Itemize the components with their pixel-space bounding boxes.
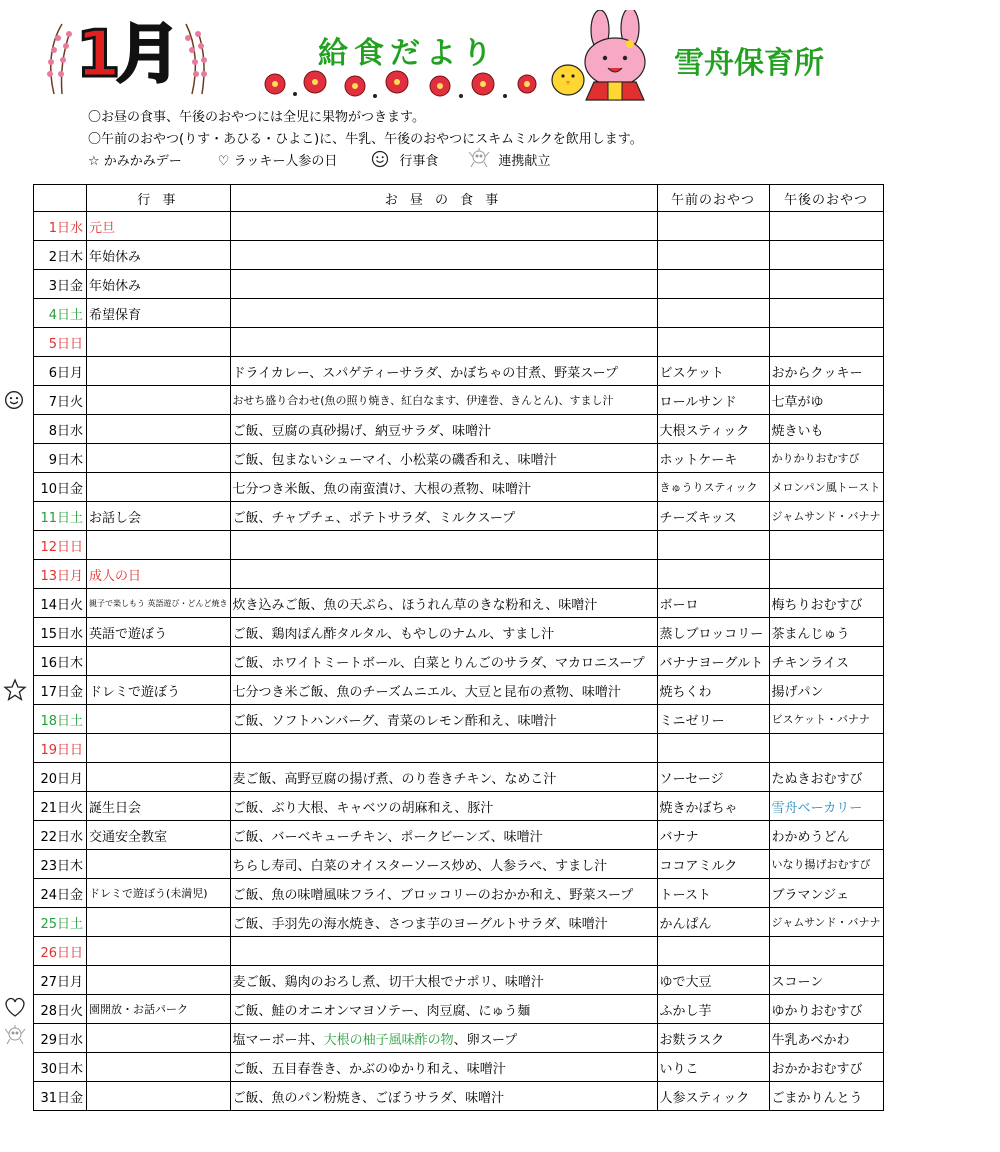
plum-blossom-decoration: [255, 64, 555, 104]
row-pm-snack: チキンライス: [769, 647, 883, 676]
row-pm-snack: 雪舟ベーカリー: [769, 792, 883, 821]
row-lunch: ご飯、魚のパン粉焼き、ごぼうサラダ、味噌汁: [230, 1082, 657, 1111]
row-date: 19日日: [34, 734, 87, 763]
legend-event-meal: 行事食: [399, 153, 439, 169]
row-lunch: ちらし寿司、白菜のオイスターソース炒め、人参ラペ、すまし汁: [230, 850, 657, 879]
row-lunch: [230, 937, 657, 966]
month-label: 1月: [76, 18, 177, 92]
table-row: [34, 734, 884, 763]
row-pm-snack: 梅ちりおむすび: [769, 589, 883, 618]
row-pm-snack: かりかりおむすび: [769, 444, 883, 473]
table-row: [34, 792, 884, 821]
row-pm-snack: [769, 734, 883, 763]
row-pm-snack: ごまかりんとう: [769, 1082, 883, 1111]
row-date: 6日月: [34, 357, 87, 386]
table-row: [34, 241, 884, 270]
table-row: [34, 647, 884, 676]
row-pm-snack: 茶まんじゅう: [769, 618, 883, 647]
table-row: [34, 705, 884, 734]
menu-table: [33, 184, 884, 1111]
row-pm-snack: ゆかりおむすび: [769, 995, 883, 1024]
row-lunch: [230, 241, 657, 270]
row-am-snack: 大根スティック: [657, 415, 769, 444]
row-am-snack: [657, 299, 769, 328]
row-date: 18日土: [34, 705, 87, 734]
row-pm-snack: [769, 328, 883, 357]
row-pm-snack: いなり揚げおむすび: [769, 850, 883, 879]
row-event: [87, 386, 231, 415]
row-pm-snack: メロンパン風トースト: [769, 473, 883, 502]
row-event: [87, 763, 231, 792]
row-lunch: ご飯、五目春巻き、かぶのゆかり和え、味噌汁: [230, 1053, 657, 1082]
table-row: [34, 473, 884, 502]
table-row: [34, 415, 884, 444]
row-am-snack: ミニゼリー: [657, 705, 769, 734]
row-lunch: おせち盛り合わせ(魚の照り焼き、紅白なます、伊達巻、きんとん)、すまし汁: [230, 386, 657, 415]
row-am-snack: きゅうりスティック: [657, 473, 769, 502]
row-date: 29日水: [34, 1024, 87, 1053]
smiley-icon: [371, 150, 389, 168]
row-event: [87, 734, 231, 763]
row-pm-snack: 七草がゆ: [769, 386, 883, 415]
row-am-snack: [657, 531, 769, 560]
row-date: 22日水: [34, 821, 87, 850]
linked-menu-row-icon: [2, 1024, 28, 1048]
row-event: [87, 328, 231, 357]
row-pm-snack: ジャムサンド・バナナ: [769, 502, 883, 531]
table-row: [34, 618, 884, 647]
table-row: [34, 821, 884, 850]
newsletter-title: 給食だより: [318, 36, 498, 71]
row-event: 年始休み: [87, 270, 231, 299]
row-date: 5日日: [34, 328, 87, 357]
row-pm-snack: [769, 299, 883, 328]
table-row: [34, 299, 884, 328]
row-date: 28日火: [34, 995, 87, 1024]
row-pm-snack: おかかおむすび: [769, 1053, 883, 1082]
row-date: 3日金: [34, 270, 87, 299]
table-row: [34, 328, 884, 357]
legend: [88, 149, 550, 169]
row-pm-snack: おからクッキー: [769, 357, 883, 386]
row-date: 26日日: [34, 937, 87, 966]
row-event: 年始休み: [87, 241, 231, 270]
row-event: [87, 647, 231, 676]
row-event: 希望保育: [87, 299, 231, 328]
row-am-snack: 焼きかぼちゃ: [657, 792, 769, 821]
row-event: [87, 850, 231, 879]
row-pm-snack: 揚げパン: [769, 676, 883, 705]
row-date: 13日月: [34, 560, 87, 589]
event-meal-smiley-icon: [4, 390, 24, 410]
row-am-snack: ビスケット: [657, 357, 769, 386]
row-lunch: 麦ご飯、高野豆腐の揚げ煮、のり巻きチキン、なめこ汁: [230, 763, 657, 792]
legend-linked-menu: 連携献立: [498, 153, 551, 169]
row-am-snack: [657, 328, 769, 357]
row-event: ドレミで遊ぼう: [87, 676, 231, 705]
row-date: 10日金: [34, 473, 87, 502]
row-event: [87, 937, 231, 966]
kamikami-star-icon: [3, 678, 27, 702]
row-am-snack: ココアミルク: [657, 850, 769, 879]
row-event: 園開放・お話パーク: [87, 995, 231, 1024]
row-date: 2日木: [34, 241, 87, 270]
row-am-snack: バナナ: [657, 821, 769, 850]
table-row: [34, 531, 884, 560]
row-am-snack: [657, 270, 769, 299]
row-event: お話し会: [87, 502, 231, 531]
row-event: 誕生日会: [87, 792, 231, 821]
row-date: 8日水: [34, 415, 87, 444]
row-am-snack: かんぱん: [657, 908, 769, 937]
row-lunch: 麦ご飯、鶏肉のおろし煮、切干大根でナポリ、味噌汁: [230, 966, 657, 995]
row-event: [87, 1053, 231, 1082]
row-date: 27日月: [34, 966, 87, 995]
lunch-linked-dish: 大根の柚子風味酢の物: [323, 1032, 454, 1048]
table-row: [34, 850, 884, 879]
row-event: [87, 473, 231, 502]
header-lunch: お 昼 の 食 事: [230, 185, 657, 212]
row-am-snack: 焼ちくわ: [657, 676, 769, 705]
row-date: 4日土: [34, 299, 87, 328]
table-row: [34, 937, 884, 966]
row-event: [87, 705, 231, 734]
month-badge: [40, 14, 215, 96]
table-row: [34, 879, 884, 908]
row-lunch: 七分つき米ご飯、魚のチーズムニエル、大豆と昆布の煮物、味噌汁: [230, 676, 657, 705]
header-date: [34, 185, 87, 212]
row-event: 成人の日: [87, 560, 231, 589]
row-event: 親子で楽しもう 英語遊び・どんど焼き: [87, 589, 231, 618]
table-row: [34, 270, 884, 299]
row-date: 17日金: [34, 676, 87, 705]
row-pm-snack: [769, 212, 883, 241]
linked-menu-icon: [466, 148, 492, 170]
row-date: 7日火: [34, 386, 87, 415]
row-pm-snack: [769, 560, 883, 589]
row-am-snack: [657, 937, 769, 966]
row-pm-snack: たぬきおむすび: [769, 763, 883, 792]
row-am-snack: [657, 734, 769, 763]
row-event: [87, 415, 231, 444]
row-lunch: [230, 212, 657, 241]
row-date: 30日木: [34, 1053, 87, 1082]
row-lunch: ご飯、包まないシューマイ、小松菜の磯香和え、味噌汁: [230, 444, 657, 473]
table-row: [34, 212, 884, 241]
row-event: [87, 966, 231, 995]
table-row: [34, 995, 884, 1024]
note-fruit: 〇お昼の食事、午後のおやつには全児に果物がつきます。: [88, 110, 425, 125]
row-date: 11日土: [34, 502, 87, 531]
row-event: ドレミで遊ぼう(未満児): [87, 879, 231, 908]
row-am-snack: 人参スティック: [657, 1082, 769, 1111]
row-event: [87, 908, 231, 937]
row-am-snack: ボーロ: [657, 589, 769, 618]
table-row: [34, 502, 884, 531]
row-lunch: ご飯、魚の味噌風味フライ、ブロッコリーのおかか和え、野菜スープ: [230, 879, 657, 908]
row-lunch: ご飯、鮭のオニオンマヨソテー、肉豆腐、にゅう麺: [230, 995, 657, 1024]
header-event: 行 事: [87, 185, 231, 212]
row-am-snack: ソーセージ: [657, 763, 769, 792]
table-row: [34, 1082, 884, 1111]
row-lunch: ご飯、豆腐の真砂揚げ、納豆サラダ、味噌汁: [230, 415, 657, 444]
row-lunch: [230, 328, 657, 357]
row-date: 1日水: [34, 212, 87, 241]
row-am-snack: トースト: [657, 879, 769, 908]
row-lunch: ご飯、手羽先の海水焼き、さつま芋のヨーグルトサラダ、味噌汁: [230, 908, 657, 937]
row-event: [87, 531, 231, 560]
row-pm-snack: 牛乳あべかわ: [769, 1024, 883, 1053]
row-date: 15日水: [34, 618, 87, 647]
row-pm-snack: 焼きいも: [769, 415, 883, 444]
row-date: 25日土: [34, 908, 87, 937]
row-am-snack: ホットケーキ: [657, 444, 769, 473]
table-row: [34, 444, 884, 473]
row-lunch: ご飯、ぶり大根、キャベツの胡麻和え、豚汁: [230, 792, 657, 821]
table-row: [34, 357, 884, 386]
row-date: 24日金: [34, 879, 87, 908]
table-row: [34, 1024, 884, 1053]
row-am-snack: [657, 241, 769, 270]
lucky-heart-icon: [3, 996, 27, 1018]
row-am-snack: ロールサンド: [657, 386, 769, 415]
row-lunch: ご飯、ソフトハンバーグ、青菜のレモン酢和え、味噌汁: [230, 705, 657, 734]
row-lunch: [230, 531, 657, 560]
table-row: [34, 1053, 884, 1082]
row-date: 14日火: [34, 589, 87, 618]
row-lunch: 七分つき米飯、魚の南蛮漬け、大根の煮物、味噌汁: [230, 473, 657, 502]
row-date: 9日木: [34, 444, 87, 473]
row-event: 交通安全教室: [87, 821, 231, 850]
row-event: [87, 1024, 231, 1053]
note-milk: 〇午前のおやつ(りす・あひる・ひよこ)に、牛乳、午後のおやつにスキムミルクを飲用します。: [88, 132, 643, 147]
row-am-snack: ゆで大豆: [657, 966, 769, 995]
row-lunch: [230, 1024, 657, 1053]
header-am-snack: 午前のおやつ: [657, 185, 769, 212]
row-event: [87, 1082, 231, 1111]
row-date: 21日火: [34, 792, 87, 821]
row-date: 23日木: [34, 850, 87, 879]
table-header-row: [34, 185, 884, 212]
lunch-part: 塩マーボー丼、: [232, 1032, 324, 1048]
row-am-snack: 蒸しブロッコリー: [657, 618, 769, 647]
rabbit-chick-mascot: [548, 10, 670, 102]
row-lunch: ご飯、鶏肉ぽん酢タルタル、もやしのナムル、すまし汁: [230, 618, 657, 647]
row-event: [87, 357, 231, 386]
row-event: 英語で遊ぼう: [87, 618, 231, 647]
legend-kamikami: ☆ かみかみデー: [88, 153, 182, 169]
row-date: 12日日: [34, 531, 87, 560]
row-pm-snack: [769, 241, 883, 270]
row-am-snack: チーズキッス: [657, 502, 769, 531]
row-lunch: ご飯、チャプチェ、ポテトサラダ、ミルクスープ: [230, 502, 657, 531]
row-am-snack: バナナヨーグルト: [657, 647, 769, 676]
table-row: [34, 966, 884, 995]
row-lunch: [230, 270, 657, 299]
header-pm-snack: 午後のおやつ: [769, 185, 883, 212]
row-date: 20日月: [34, 763, 87, 792]
row-am-snack: いりこ: [657, 1053, 769, 1082]
row-event: 元旦: [87, 212, 231, 241]
table-row: [34, 386, 884, 415]
row-date: 16日木: [34, 647, 87, 676]
row-lunch: ご飯、ホワイトミートボール、白菜とりんごのサラダ、マカロニスープ: [230, 647, 657, 676]
row-event: [87, 444, 231, 473]
row-lunch: ドライカレー、スパゲティーサラダ、かぼちゃの甘煮、野菜スープ: [230, 357, 657, 386]
table-row: [34, 560, 884, 589]
table-row: [34, 589, 884, 618]
row-lunch: [230, 734, 657, 763]
row-am-snack: ふかし芋: [657, 995, 769, 1024]
row-pm-snack: スコーン: [769, 966, 883, 995]
row-pm-snack: わかめうどん: [769, 821, 883, 850]
row-lunch: [230, 299, 657, 328]
table-row: [34, 676, 884, 705]
lunch-part: 、卵スープ: [453, 1032, 518, 1048]
legend-lucky: ♡ ラッキー人参の日: [217, 153, 338, 169]
row-pm-snack: ブラマンジェ: [769, 879, 883, 908]
row-pm-snack: [769, 270, 883, 299]
row-pm-snack: [769, 531, 883, 560]
row-am-snack: お麩ラスク: [657, 1024, 769, 1053]
table-row: [34, 908, 884, 937]
row-pm-snack: [769, 937, 883, 966]
table-row: [34, 763, 884, 792]
row-am-snack: [657, 212, 769, 241]
row-lunch: 炊き込みご飯、魚の天ぷら、ほうれん草のきな粉和え、味噌汁: [230, 589, 657, 618]
row-am-snack: [657, 560, 769, 589]
row-lunch: [230, 560, 657, 589]
row-pm-snack: ビスケット・バナナ: [769, 705, 883, 734]
row-date: 31日金: [34, 1082, 87, 1111]
row-lunch: ご飯、バーベキューチキン、ポークビーンズ、味噌汁: [230, 821, 657, 850]
nursery-name: 雪舟保育所: [674, 46, 824, 81]
row-pm-snack: ジャムサンド・バナナ: [769, 908, 883, 937]
